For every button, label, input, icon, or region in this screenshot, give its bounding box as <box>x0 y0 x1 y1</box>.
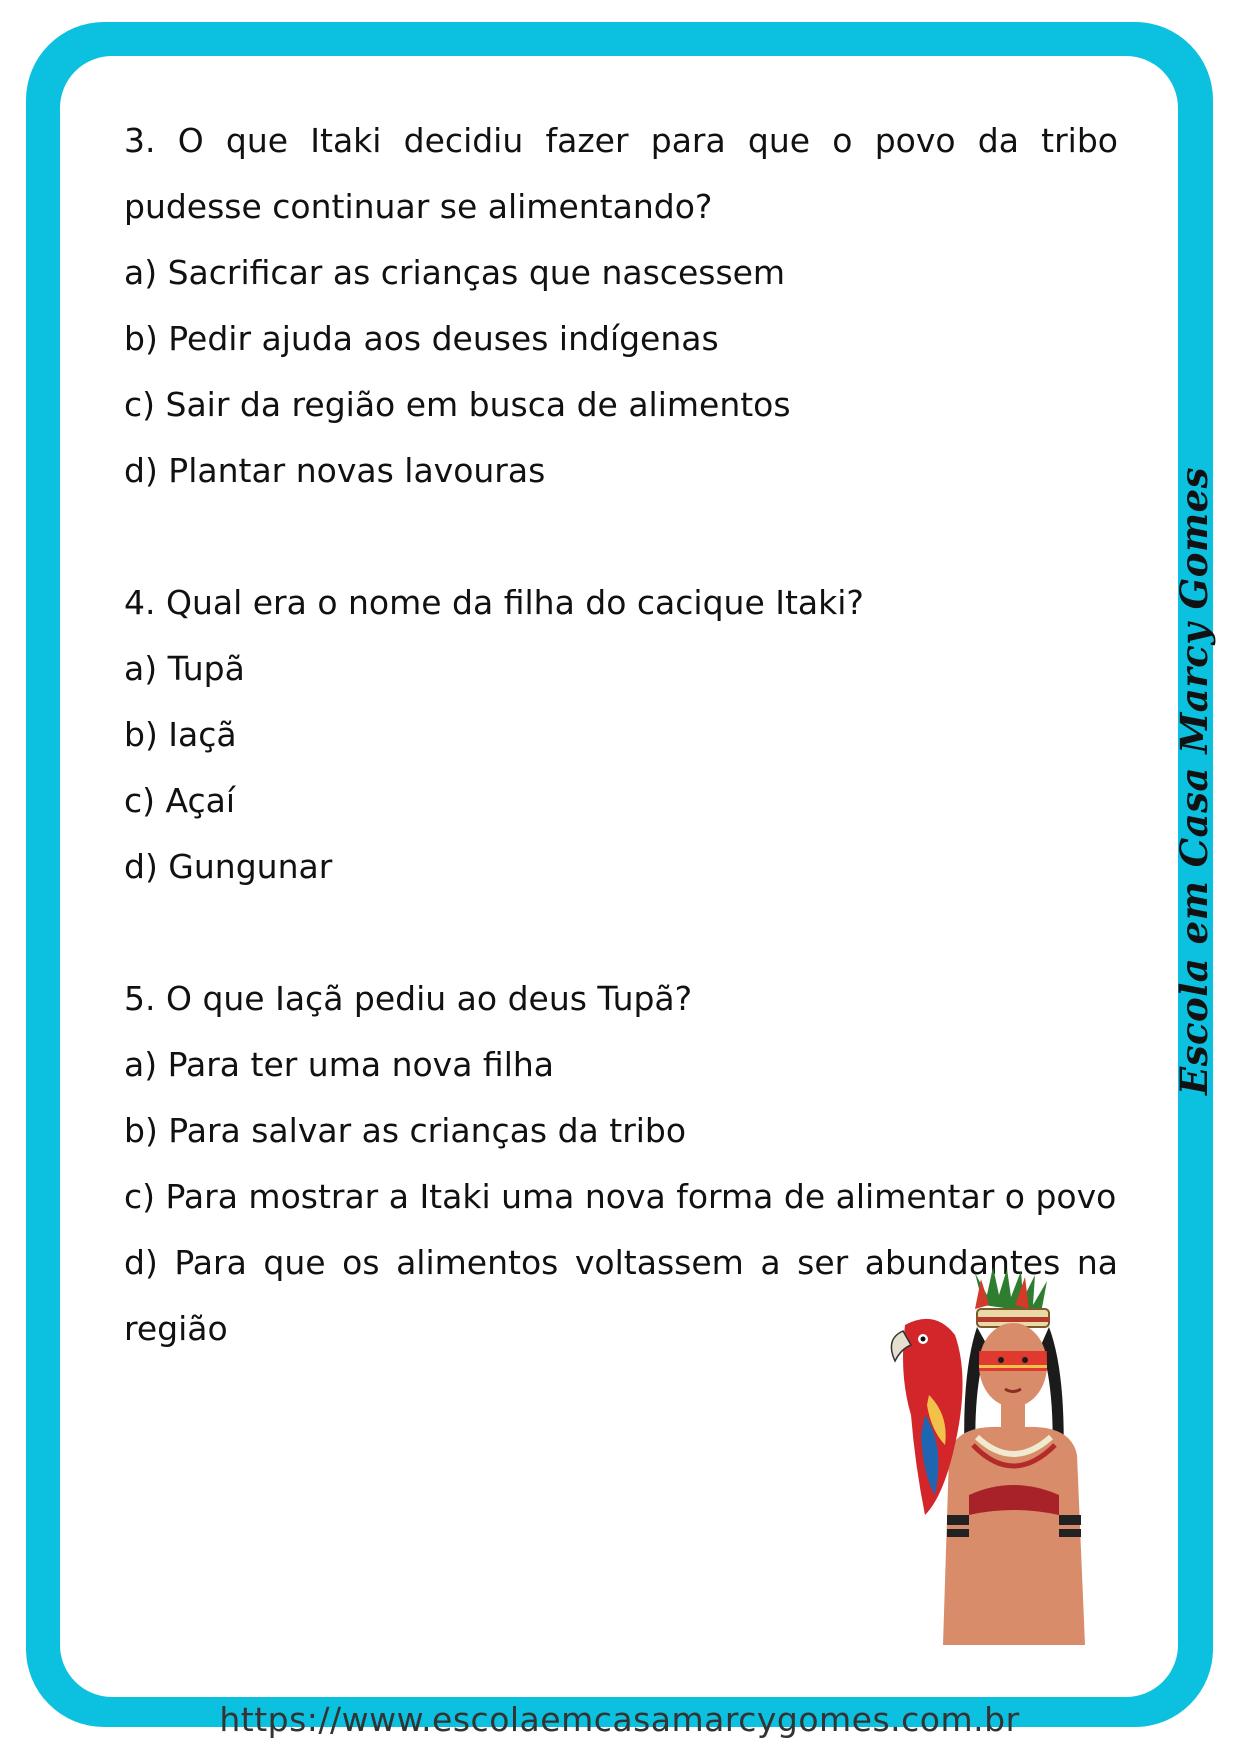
question-4-option-a: a) Tupã <box>124 649 245 688</box>
question-5-text: 5. O que Iaçã pediu ao deus Tupã? <box>124 979 693 1018</box>
question-3-text-line-2: pudesse continuar se alimentando? <box>124 187 713 226</box>
question-3-option-c: c) Sair da região em busca de alimentos <box>124 385 791 424</box>
side-brand-text: Escola em Casa Marcy Gomes <box>1172 467 1216 1095</box>
question-5-option-d: d) Para que os alimentos voltassem a ser abundantes na <box>124 1243 1118 1282</box>
question-4-option-d: d) Gungunar <box>124 847 333 886</box>
question-3-text-line-1: 3. O que Itaki decidiu fazer para que o povo da tribo <box>124 121 1118 160</box>
question-3-option-d: d) Plantar novas lavouras <box>124 451 546 490</box>
question-5-option-d-continued: região <box>124 1309 228 1348</box>
question-3-option-a: a) Sacrificar as crianças que nascessem <box>124 253 786 292</box>
footer-url: https://www.escolaemcasamarcygomes.com.br <box>219 1700 1020 1739</box>
headdress-icon <box>975 1267 1049 1327</box>
question-4-option-b: b) Iaçã <box>124 715 237 754</box>
question-3-option-b: b) Pedir ajuda aos deuses indígenas <box>124 319 719 358</box>
worksheet-content <box>124 108 1118 1428</box>
question-4 <box>124 570 1118 900</box>
question-4-text: 4. Qual era o nome da filha do cacique Itaki? <box>124 583 864 622</box>
question-4-option-c: c) Açaí <box>124 781 236 820</box>
question-5-option-b: b) Para salvar as crianças da tribo <box>124 1111 687 1150</box>
indigenous-woman-with-macaw-illustration <box>865 1265 1145 1655</box>
question-5-option-c: c) Para mostrar a Itaki uma nova forma de alimentar o povo <box>124 1177 1117 1216</box>
question-3 <box>124 108 1118 504</box>
question-5-option-a: a) Para ter uma nova filha <box>124 1045 555 1084</box>
